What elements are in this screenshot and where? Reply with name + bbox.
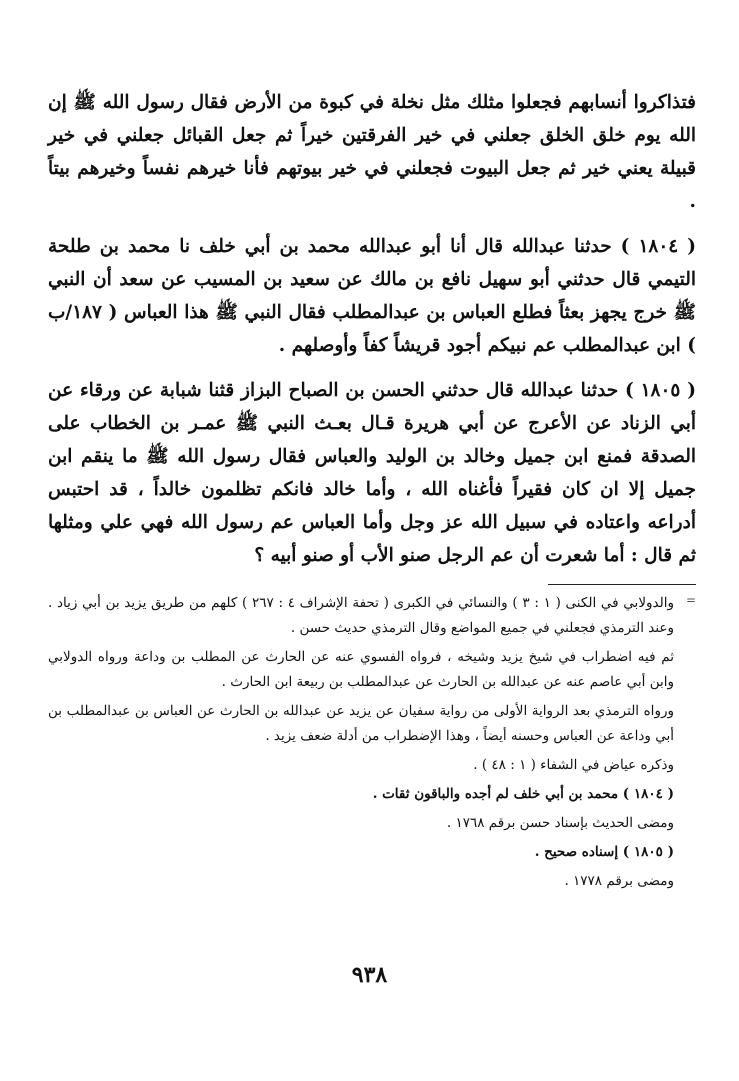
footnotes <box>48 591 696 894</box>
paragraph-intro: فتذاكروا أنسابهم فجعلوا مثلك مثل نخلة في كبوة من الأرض فقال رسول الله ﷺ إن الله يوم خلق الخلق جعلني في خير الفرقتين خيراً ثم جعل القبائل جعلني في خير قبيلة يعني خير ثم جعل البيوت فجعلني في خير بيوتهم فأنا خيرهم نفساً وخيرهم بيتاً . <box>48 92 696 212</box>
footnote-item: ورواه الترمذي بعد الرواية الأولى من رواية سفيان عن يزيد عن عبدالله بن الحارث عن العباس بن عبدالمطلب بن أبي وداعة عن العباس وحسنه أيضاً ، وهذا الإضطراب من أدلة ضعف يزيد . <box>48 703 674 744</box>
footnote-continuation-marker: = <box>685 593 696 607</box>
footnote-item: ومضى الحديث بإسناد حسن برقم ١٧٦٨ . <box>446 815 674 831</box>
main-text <box>48 86 696 572</box>
paragraph-hadith-1805: ( ١٨٠٥ ) حدثنا عبدالله قال حدثني الحسن بن الصباح البزاز قثنا شبابة عن ورقاء عن أبي الزناد عن الأعرج عن أبي هريرة قـال بعـث النبي ﷺ عمـر بن الخطاب على الصدقة فمنع ابن جميل وخالد بن الوليد والعباس فقال رسول الله ﷺ ما ينقم ابن جميل إلا ان كان فقيراً فأغناه الله ، وأما خالد فانكم تظلمون خالداً ، قد احتبس أدراعه واعتاده في سبيل الله عز وجل وأما العباس عم رسول الله فهي علي ومثلها ثم قال : أما شعرت أن عم الرجل صنو الأب أو صنو أبيه ؟ <box>48 380 696 566</box>
footnote-item: والدولابي في الكنى ( ١ : ٣ ) والنسائي في الكبرى ( تحفة الإشراف ٤ : ٢٦٧ ) كلهم من طريق يزيد بن أبي زياد . وعند الترمذي فجعلني في جميع المواضع وقال الترمذي حديث حسن . <box>48 595 675 636</box>
footnote-item-1805: ( ١٨٠٥ ) إسناده صحيح . <box>534 844 674 860</box>
footnote-item-1804: ( ١٨٠٤ ) محمد بن أبي خلف لم أجده والباقون ثقات . <box>372 786 674 802</box>
page-number: ٩٣٨ <box>351 962 388 988</box>
paragraph-hadith-1804: ( ١٨٠٤ ) حدثنا عبدالله قال أنا أبو عبدالله محمد بن أبي خلف نا محمد بن طلحة التيمي قال حدثني أبو سهيل نافع بن مالك عن سعيد بن المسيب عن سعد أن النبي ﷺ خرج يجهز بعثاً فطلع العباس بن عبدالمطلب فقال النبي ﷺ هذا العباس ( ١٨٧/ب ) ابن عبدالمطلب عم نبيكم أجود قريشاً كفاً وأوصلهم . <box>48 236 696 356</box>
page-body <box>48 86 696 898</box>
footnote-item: ومضى برقم ١٧٧٨ . <box>564 873 674 889</box>
footnote-item: ثم فيه اضطراب في شيخ يزيد وشيخه ، فرواه الفسوي عنه عن الحارث عن المطلب بن وداعة ورواه الدولابي وابن أبي عاصم عنه عن عبدالله بن الحارث عن عبدالمطلب بن ربيعة ابن الحارث . <box>48 649 674 690</box>
footnote-divider <box>548 584 696 585</box>
footnote-item: وذكره عياض في الشفاء ( ١ : ٤٨ ) . <box>473 757 674 773</box>
